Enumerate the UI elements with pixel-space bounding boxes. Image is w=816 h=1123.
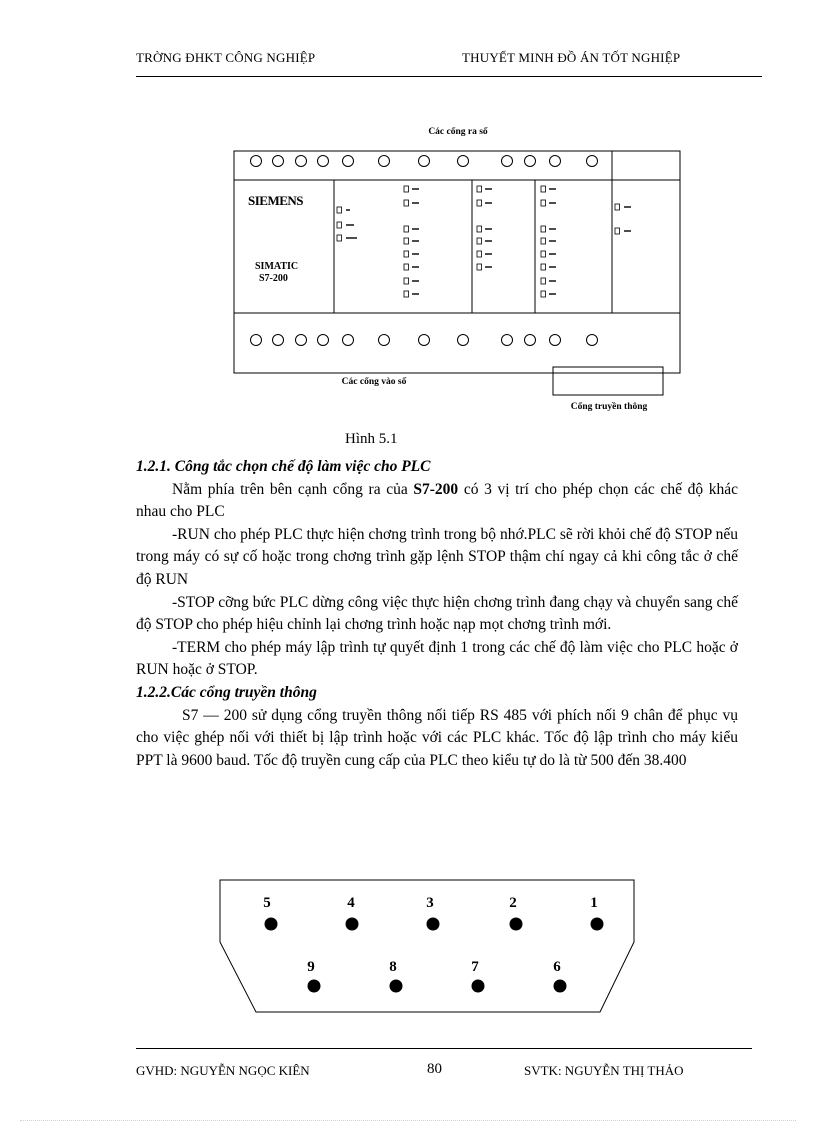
input-led-column-2 [477, 186, 492, 270]
input-led-column-1 [404, 186, 419, 297]
db9-connector-diagram [218, 878, 636, 1020]
input-terminal [296, 335, 307, 346]
header-rule [136, 76, 762, 77]
output-terminal [525, 156, 536, 167]
pin-label-6: 6 [553, 959, 561, 975]
output-terminal [273, 156, 284, 167]
mode-indicator-text-marks [346, 210, 357, 238]
analog-output-leds [615, 204, 631, 234]
pin-label-9: 9 [307, 959, 315, 975]
pin-label-7: 7 [471, 959, 479, 975]
input-terminal [251, 335, 262, 346]
pin-6-dot [554, 980, 567, 993]
figure-caption: Hình 5.1 [345, 431, 398, 447]
plc-s7-200-figure [226, 118, 686, 418]
input-terminal [502, 335, 513, 346]
pin-9-dot [308, 980, 321, 993]
pin-4-dot [346, 918, 359, 931]
header-left: TRỜNG ĐHKT CÔNG NGHIỆP [136, 50, 316, 65]
section-1-2-2-title: 1.2.2.Các cổng truyền thông [136, 683, 317, 701]
pin-label-2: 2 [509, 895, 517, 911]
page-number: 80 [427, 1061, 442, 1077]
output-led-column [541, 186, 556, 297]
section-1-2-1-title: 1.2.1. Công tắc chọn chế độ làm việc cho PLC [136, 458, 431, 475]
input-terminal [458, 335, 469, 346]
output-terminal [550, 156, 561, 167]
pin-2-dot [510, 918, 523, 931]
input-terminal [587, 335, 598, 346]
comm-port-box [553, 367, 663, 395]
pin-7-dot [472, 980, 485, 993]
input-terminal [419, 335, 430, 346]
pin-8-dot [390, 980, 403, 993]
section-1-2-1-paragraph-term: -TERM cho phép máy lập trình tự quyết định 1 trong các chế độ làm việc cho PLC hoặc ở RUN hoặc ở STOP. [136, 638, 738, 679]
plc-body-outline [234, 151, 680, 373]
output-terminal [458, 156, 469, 167]
section-1-2-1-paragraph-stop: -STOP cỡng bức PLC dừng công việc thực hiện chơng trình đang chạy và chuyển sang chế độ STOP cho phép hiệu chỉnh lại chơng trình hoặc nạp mọt chơng trình mới. [136, 593, 738, 634]
footer-left: GVHD: NGUYỄN NGỌC KIÊN [136, 1063, 310, 1078]
mode-indicators [337, 207, 342, 241]
pin-5-dot [265, 918, 278, 931]
pin-1-dot [591, 918, 604, 931]
input-terminal [525, 335, 536, 346]
input-terminal [379, 335, 390, 346]
siemens-logo-text: SIEMENS [248, 193, 304, 208]
pin-label-1: 1 [590, 895, 598, 911]
footer-right: SVTK: NGUYỄN THỊ THẢO [524, 1063, 684, 1078]
output-terminals [251, 156, 598, 167]
section-1-2-1-paragraph-run: -RUN cho phép PLC thực hiện chơng trình trong bộ nhớ.PLC sẽ rời khỏi chế độ STOP nếu trong máy có sự cố hoặc trong chơng trình gặp lệnh STOP thậm chí ngay cả khi công tắc ở chế độ RUN [136, 525, 738, 588]
section-1-2-2-paragraph: S7 — 200 sử dụng cổng truyền thông nối tiếp RS 485 với phích nối 9 chân để phục vụ cho việc ghép nối với thiết bị lập trình hoặc với các PLC khác. Tốc độ lập trình cho máy kiểu PPT là 9600 baud. Tốc độ truyền cung cấp của PLC theo kiểu tự do là từ 500 đến 38.400 [136, 706, 738, 769]
output-terminal [343, 156, 354, 167]
input-terminal [318, 335, 329, 346]
input-terminal [273, 335, 284, 346]
section-1-2-1 [136, 456, 738, 772]
page-bottom-dotted-line [20, 1120, 796, 1121]
output-terminal [379, 156, 390, 167]
pin-label-4: 4 [347, 895, 355, 911]
simatic-label: SIMATIC [255, 261, 299, 272]
pin-3-dot [427, 918, 440, 931]
pin-label-8: 8 [389, 959, 397, 975]
section-1-2-1-paragraph-1: Nằm phía trên bên cạnh cổng ra của S7-200 có 3 vị trí cho phép chọn các chế độ khác nhau cho PLC [136, 480, 738, 521]
input-terminal [343, 335, 354, 346]
output-terminal [251, 156, 262, 167]
digital-inputs-label: Các cổng vào số [341, 377, 407, 387]
digital-outputs-label: Các cổng ra số [428, 127, 488, 137]
model-label: S7-200 [259, 273, 288, 284]
header-right: THUYẾT MINH ĐỒ ÁN TỐT NGHIỆP [462, 50, 681, 65]
output-terminal [587, 156, 598, 167]
output-terminal [296, 156, 307, 167]
input-terminal [550, 335, 561, 346]
pin-label-5: 5 [263, 895, 271, 911]
pin-label-3: 3 [426, 895, 434, 911]
output-terminal [419, 156, 430, 167]
output-terminal [502, 156, 513, 167]
output-terminal [318, 156, 329, 167]
input-terminals [251, 335, 598, 346]
comm-port-label: Cổng truyền thông [570, 402, 648, 412]
footer-rule [136, 1048, 752, 1049]
